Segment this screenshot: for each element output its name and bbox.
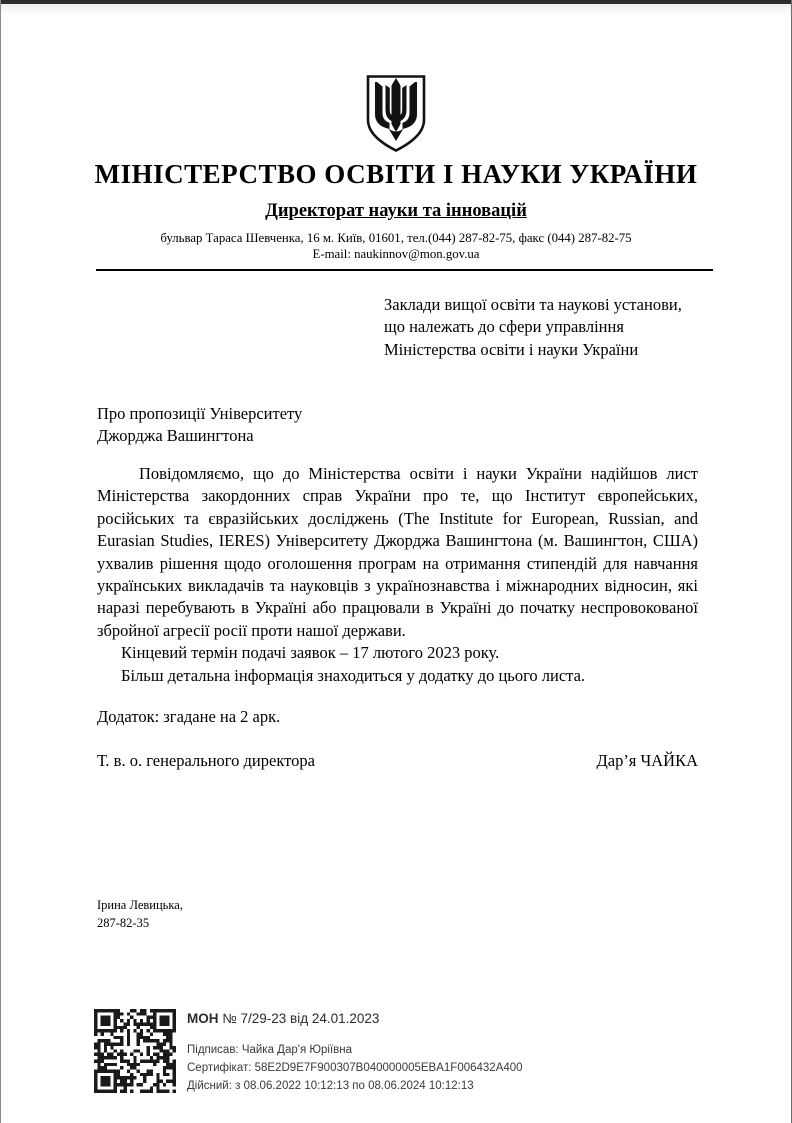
header-email: E-mail: naukinnov@mon.gov.ua [312,247,480,261]
subject-block [97,403,427,448]
addressee-line: що належать до сфери управління [384,317,624,337]
addressee-block [384,294,714,361]
ukraine-trident-emblem-icon [363,74,429,154]
stamp-number: № 7/29-23 від 24.01.2023 [222,1011,380,1026]
more-info-line: Більш детальна інформація знаходиться у додатку до цього листа. [121,665,586,685]
header-address: бульвар Тараса Шевченка, 16 м. Київ, 01601, тел.(044) 287-82-75, факс (044) 287-82-75 [160,231,632,245]
signature-row [97,751,698,771]
stamp-certificate-block [187,1041,523,1095]
stamp-validity: Дійсний: з 08.06.2022 10:12:13 по 08.06.2024 10:12:13 [187,1080,474,1092]
qr-code [94,1009,176,1093]
page-top-shading [1,4,791,16]
addressee-line: Заклади вищої освіти та наукові установи, [384,295,682,314]
body-paragraph: Повідомляємо, що до Міністерства освіти і науки України надійшов лист Міністерства закордонних справ України про те, що Інститут європейських, російських та євразійських досліджень (The Institute for European, Russian, and Eurasian Studies, IERES) Університету Джорджа Вашингтона (м. Вашингтон, США) ухвалив рішення щодо оголошення програм на отримання стипендій для навчання українських викладачів та науковців з українознавства і міжнародних відносин, які наразі перебувають в Україні або працювали в Україні до початку неспровокованої збройної агресії росії проти нашої держави. [97,464,698,640]
ministry-title: МІНІСТЕРСТВО ОСВІТИ І НАУКИ УКРАЇНИ [94,159,698,189]
executor-name: Ірина Левицька, [97,898,183,912]
subject-line: Про пропозиції Університету [97,404,303,423]
signer-name: Дар’я ЧАЙКА [596,751,698,770]
subject-line: Джорджа Вашингтона [97,426,254,446]
addressee-line: Міністерства освіти і науки України [384,339,639,359]
stamp-certificate: Сертифікат: 58E2D9E7F900307B040000005EBA1F006432A400 [187,1062,523,1074]
executor-phone: 287-82-35 [97,916,150,930]
header-divider [96,269,713,271]
attachment-note: Додаток: згадане на 2 арк. [97,707,281,726]
stamp-org: МОН [187,1011,219,1026]
executor-block [97,896,183,932]
directorate-title: Директорат науки та інновацій [265,201,527,221]
signer-position: Т. в. о. генерального директора [97,751,315,770]
deadline-line: Кінцевий термін подачі заявок – 17 лютого 2023 року. [121,643,500,663]
letter-body [97,463,698,687]
stamp-signed-by: Підписав: Чайка Дар'я Юріївна [187,1044,353,1056]
stamp-registration-line [187,1011,379,1026]
